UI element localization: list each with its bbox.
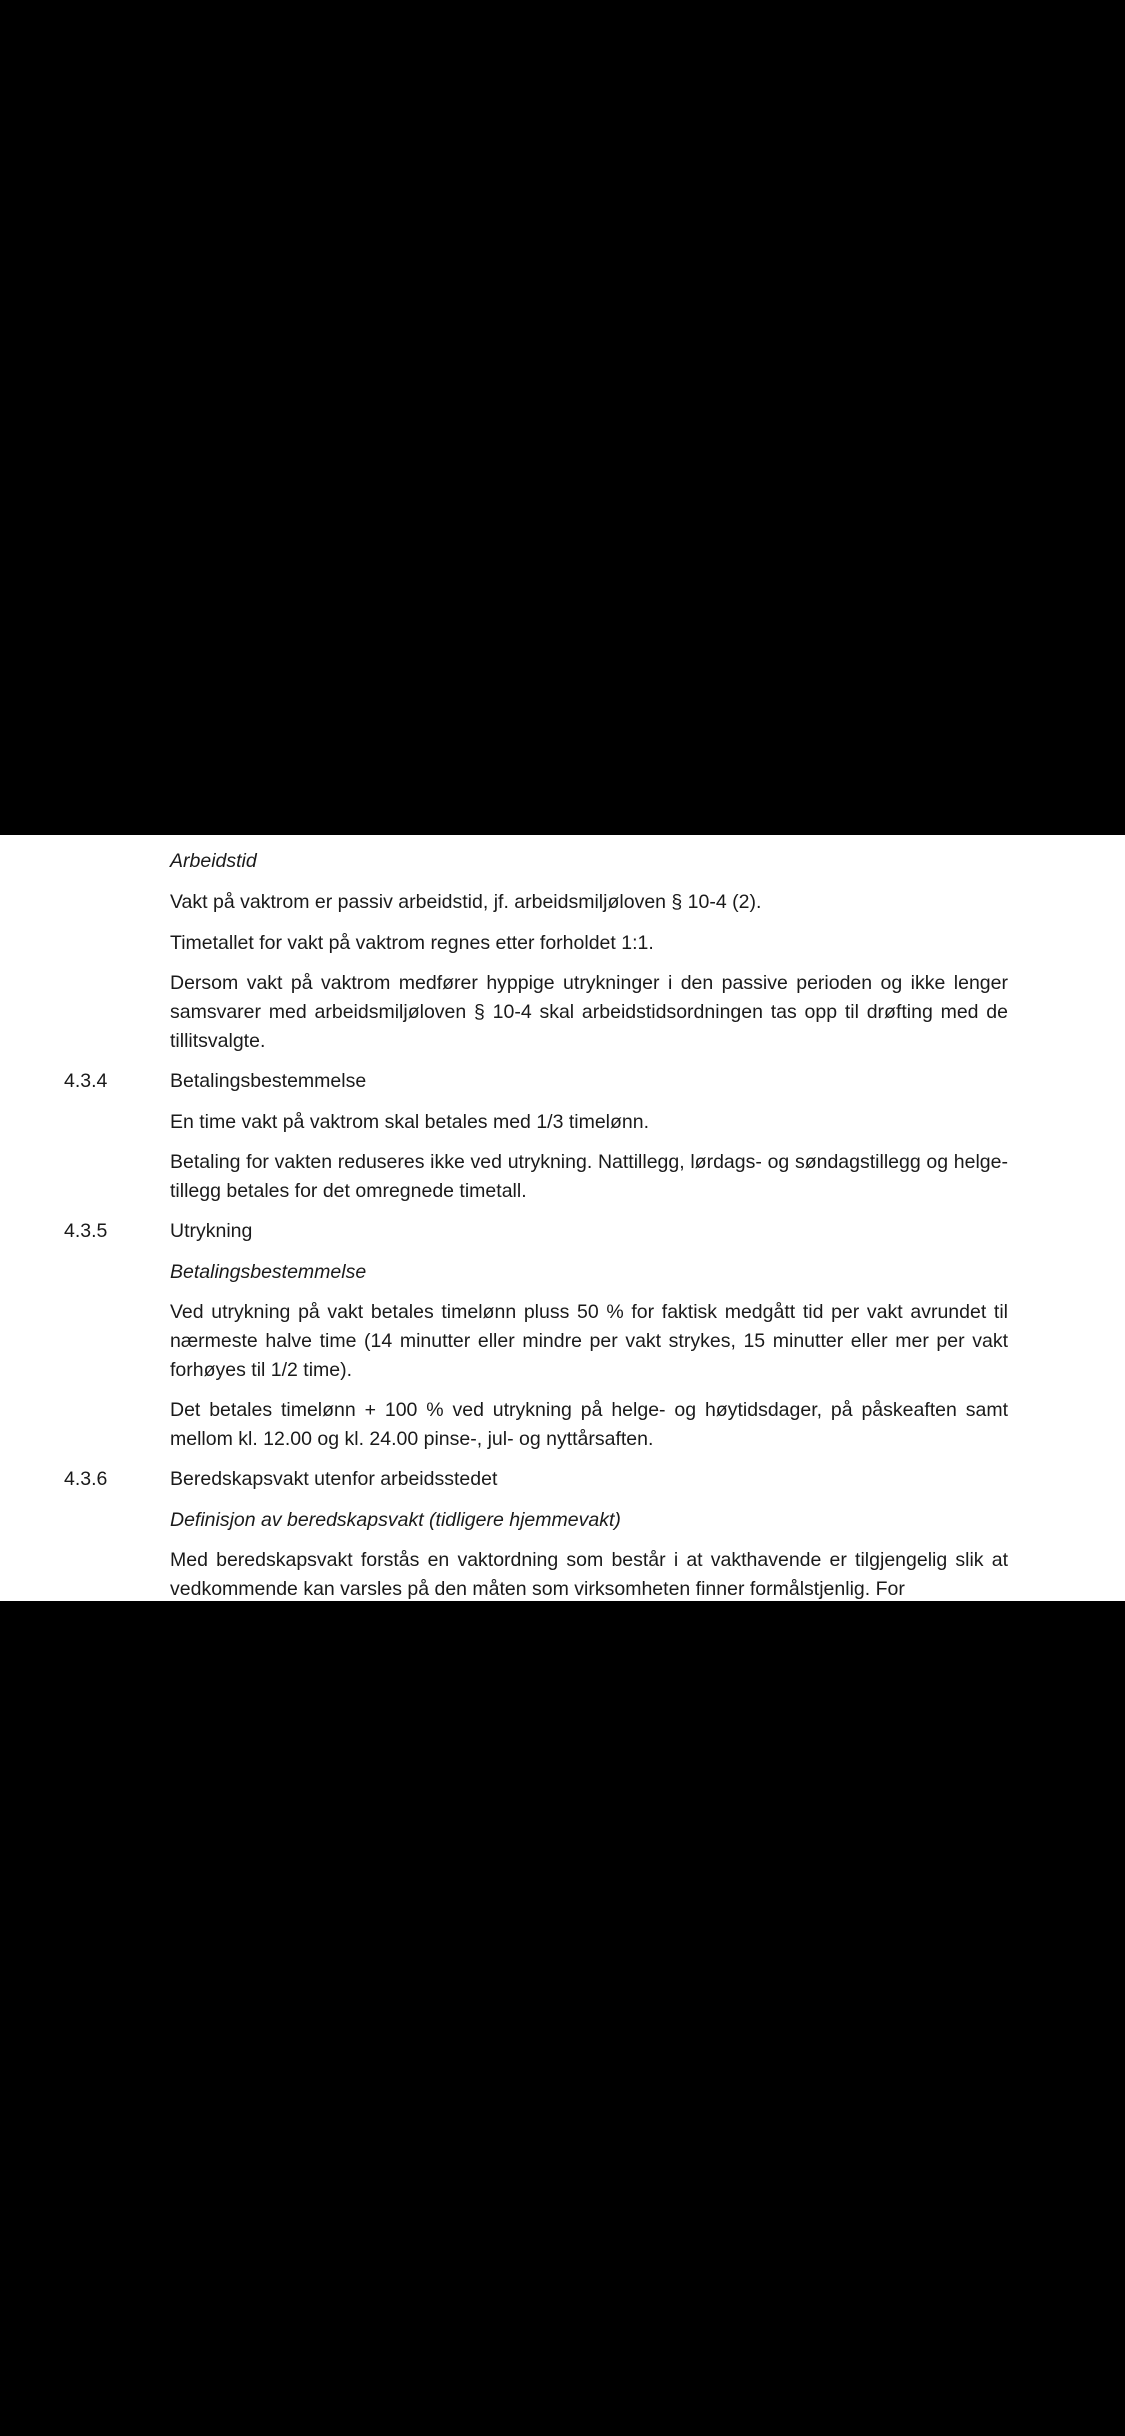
paragraph-utrykning-timelonn-100: Det betales timelønn + 100 % ved utrykning på helge- og høytidsdager, på påskeaften samt mellom kl. 12.00 og kl. 24.00 pinse-, jul- og nyttårsaften.	[170, 1399, 1008, 1450]
section-number-4-3-5: 4.3.5	[64, 1220, 108, 1242]
section-number-4-3-6: 4.3.6	[64, 1468, 108, 1490]
subheading-betalingsbestemmelse: Betalingsbestemmelse	[170, 1261, 367, 1283]
document-page	[0, 835, 1125, 1601]
paragraph-passiv-arbeidstid: Vakt på vaktrom er passiv arbeidstid, jf. arbeidsmiljøloven § 10-4 (2).	[170, 891, 762, 913]
section-title-utrykning: Utrykning	[170, 1220, 253, 1242]
subheading-definisjon-beredskapsvakt: Definisjon av beredskapsvakt (tidligere hjemmevakt)	[170, 1509, 621, 1531]
paragraph-betaling-for-vakten: Betaling for vakten reduseres ikke ved utrykning. Nattillegg, lørdags- og søndagstillegg og helge-tillegg betales for det omregnede timetall.	[170, 1151, 1008, 1202]
section-title-betalingsbestemmelse: Betalingsbestemmelse	[170, 1070, 367, 1092]
paragraph-utrykning-timelonn-50: Ved utrykning på vakt betales timelønn pluss 50 % for faktisk medgått tid per vakt avrundet til nærmeste halve time (14 minutter eller mindre per vakt strykes, 15 minutter eller mer per vakt forhøyes til 1/2 time).	[170, 1301, 1008, 1381]
section-number-4-3-4: 4.3.4	[64, 1070, 108, 1092]
paragraph-timetallet: Timetallet for vakt på vaktrom regnes etter forholdet 1:1.	[170, 932, 654, 954]
paragraph-en-time-vakt: En time vakt på vaktrom skal betales med 1/3 timelønn.	[170, 1111, 650, 1133]
section-title-beredskapsvakt: Beredskapsvakt utenfor arbeidsstedet	[170, 1468, 498, 1490]
paragraph-beredskapsvakt-definisjon: Med beredskapsvakt forstås en vaktordning som består i at vakthavende er tilgjengelig slik at vedkommende kan varsles på den måten som virksomheten finner formålstjenlig. For	[170, 1549, 1008, 1600]
subheading-arbeidstid: Arbeidstid	[170, 850, 257, 872]
paragraph-hyppige-utrykninger: Dersom vakt på vaktrom medfører hyppige utrykninger i den passive perioden og ikke lenger samsvarer med arbeidsmiljøloven § 10-4 skal arbeidstidsordningen tas opp til drøfting med de tillitsvalgte.	[170, 972, 1008, 1052]
